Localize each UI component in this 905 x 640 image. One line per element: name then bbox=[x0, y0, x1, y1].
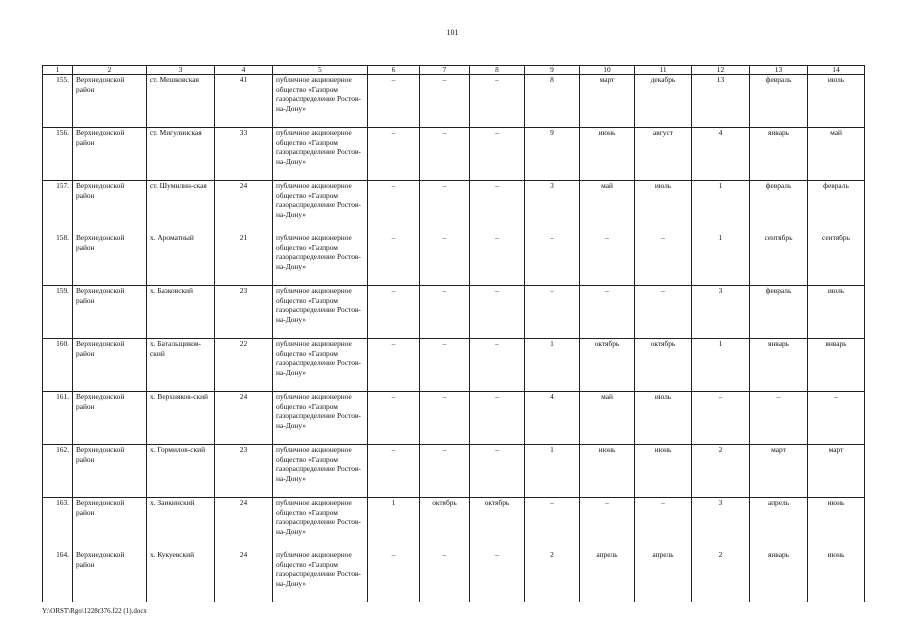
cell-col14: март bbox=[808, 445, 865, 498]
column-header: 11 bbox=[635, 66, 692, 75]
cell-col12: 1 bbox=[692, 233, 750, 286]
district-cell: Верхнедонской район bbox=[73, 233, 147, 286]
column-header: 13 bbox=[750, 66, 808, 75]
cell-col8: – bbox=[470, 75, 525, 128]
row-number: 158. bbox=[43, 233, 73, 286]
cell-col6: – bbox=[368, 392, 420, 445]
column-header: 9 bbox=[525, 66, 580, 75]
table-row bbox=[43, 498, 865, 551]
cell-col9: – bbox=[525, 498, 580, 551]
cell-col14: июль bbox=[808, 75, 865, 128]
column-header: 5 bbox=[273, 66, 368, 75]
table-row bbox=[43, 128, 865, 181]
cell-col13: февраль bbox=[750, 286, 808, 339]
row-number: 156. bbox=[43, 128, 73, 181]
locality-cell: х. Гормилов-ский bbox=[147, 445, 215, 498]
cell-col6: – bbox=[368, 75, 420, 128]
owner-cell: публичное акционерное общество «Газпром газораспределение Ростов-на-Дону» bbox=[273, 233, 368, 286]
cell-col7: – bbox=[420, 392, 470, 445]
cell-col11: июль bbox=[635, 181, 692, 234]
owner-cell: публичное акционерное общество «Газпром газораспределение Ростов-на-Дону» bbox=[273, 550, 368, 602]
cell-col13: – bbox=[750, 392, 808, 445]
column-header: 8 bbox=[470, 66, 525, 75]
cell-col10: – bbox=[580, 286, 635, 339]
cell-col7: – bbox=[420, 181, 470, 234]
cell-col6: – bbox=[368, 181, 420, 234]
cell-col8: – bbox=[470, 445, 525, 498]
cell-col14: – bbox=[808, 392, 865, 445]
district-cell: Верхнедонской район bbox=[73, 286, 147, 339]
cell-col10: май bbox=[580, 392, 635, 445]
table-row bbox=[43, 550, 865, 602]
cell-col9: 1 bbox=[525, 339, 580, 392]
cell-col12: 3 bbox=[692, 498, 750, 551]
cell-col13: март bbox=[750, 445, 808, 498]
table-row bbox=[43, 339, 865, 392]
document-file-path: Y:\ORST\Rgo\1228r376.f22 (1).docx bbox=[42, 607, 147, 615]
count-cell: 24 bbox=[215, 392, 273, 445]
owner-cell: публичное акционерное общество «Газпром газораспределение Ростов-на-Дону» bbox=[273, 286, 368, 339]
column-header: 10 bbox=[580, 66, 635, 75]
district-cell: Верхнедонской район bbox=[73, 498, 147, 551]
cell-col9: – bbox=[525, 286, 580, 339]
cell-col14: сентябрь bbox=[808, 233, 865, 286]
cell-col13: сентябрь bbox=[750, 233, 808, 286]
cell-col10: апрель bbox=[580, 550, 635, 602]
cell-col7: – bbox=[420, 550, 470, 602]
locality-cell: х. Заикинский bbox=[147, 498, 215, 551]
cell-col10: март bbox=[580, 75, 635, 128]
owner-cell: публичное акционерное общество «Газпром газораспределение Ростов-на-Дону» bbox=[273, 498, 368, 551]
column-header: 14 bbox=[808, 66, 865, 75]
row-number: 163. bbox=[43, 498, 73, 551]
cell-col10: октябрь bbox=[580, 339, 635, 392]
cell-col11: июнь bbox=[635, 445, 692, 498]
district-cell: Верхнедонской район bbox=[73, 128, 147, 181]
cell-col8: октябрь bbox=[470, 498, 525, 551]
cell-col6: 1 bbox=[368, 498, 420, 551]
page-number: 101 bbox=[446, 28, 459, 37]
count-cell: 23 bbox=[215, 286, 273, 339]
district-cell: Верхнедонской район bbox=[73, 550, 147, 602]
cell-col9: 4 bbox=[525, 392, 580, 445]
column-header: 4 bbox=[215, 66, 273, 75]
cell-col7: – bbox=[420, 128, 470, 181]
cell-col8: – bbox=[470, 286, 525, 339]
table-body bbox=[43, 75, 865, 603]
cell-col11: – bbox=[635, 233, 692, 286]
cell-col14: февраль bbox=[808, 181, 865, 234]
owner-cell: публичное акционерное общество «Газпром газораспределение Ростов-на-Дону» bbox=[273, 75, 368, 128]
cell-col6: – bbox=[368, 286, 420, 339]
cell-col7: – bbox=[420, 286, 470, 339]
cell-col8: – bbox=[470, 339, 525, 392]
row-number: 162. bbox=[43, 445, 73, 498]
count-cell: 21 bbox=[215, 233, 273, 286]
cell-col7: – bbox=[420, 445, 470, 498]
cell-col14: май bbox=[808, 128, 865, 181]
locality-cell: х. Верхняков-ский bbox=[147, 392, 215, 445]
cell-col9: 9 bbox=[525, 128, 580, 181]
row-number: 155. bbox=[43, 75, 73, 128]
count-cell: 33 bbox=[215, 128, 273, 181]
cell-col7: – bbox=[420, 75, 470, 128]
cell-col13: январь bbox=[750, 550, 808, 602]
cell-col12: 13 bbox=[692, 75, 750, 128]
district-cell: Верхнедонской район bbox=[73, 75, 147, 128]
cell-col12: – bbox=[692, 392, 750, 445]
cell-col11: декабрь bbox=[635, 75, 692, 128]
cell-col10: июнь bbox=[580, 128, 635, 181]
district-cell: Верхнедонской район bbox=[73, 392, 147, 445]
locality-cell: ст. Мешковская bbox=[147, 75, 215, 128]
column-header: 6 bbox=[368, 66, 420, 75]
column-header: 3 bbox=[147, 66, 215, 75]
table-row bbox=[43, 445, 865, 498]
cell-col7: – bbox=[420, 339, 470, 392]
cell-col6: – bbox=[368, 233, 420, 286]
cell-col8: – bbox=[470, 181, 525, 234]
cell-col14: июнь bbox=[808, 498, 865, 551]
locality-cell: ст. Мигулинская bbox=[147, 128, 215, 181]
cell-col12: 2 bbox=[692, 445, 750, 498]
cell-col13: январь bbox=[750, 128, 808, 181]
cell-col9: 3 bbox=[525, 181, 580, 234]
cell-col6: – bbox=[368, 445, 420, 498]
cell-col10: – bbox=[580, 233, 635, 286]
cell-col7: – bbox=[420, 233, 470, 286]
gasification-schedule-table bbox=[42, 65, 865, 602]
column-header: 2 bbox=[73, 66, 147, 75]
count-cell: 22 bbox=[215, 339, 273, 392]
row-number: 160. bbox=[43, 339, 73, 392]
cell-col11: – bbox=[635, 498, 692, 551]
table-row bbox=[43, 392, 865, 445]
cell-col13: апрель bbox=[750, 498, 808, 551]
row-number: 157. bbox=[43, 181, 73, 234]
cell-col11: апрель bbox=[635, 550, 692, 602]
cell-col8: – bbox=[470, 128, 525, 181]
locality-cell: х. Базковский bbox=[147, 286, 215, 339]
count-cell: 41 bbox=[215, 75, 273, 128]
locality-cell: х. Батальщиков-ский bbox=[147, 339, 215, 392]
cell-col6: – bbox=[368, 339, 420, 392]
table-row bbox=[43, 181, 865, 234]
table-row bbox=[43, 233, 865, 286]
column-header: 7 bbox=[420, 66, 470, 75]
count-cell: 23 bbox=[215, 445, 273, 498]
count-cell: 24 bbox=[215, 498, 273, 551]
cell-col12: 2 bbox=[692, 550, 750, 602]
cell-col14: январь bbox=[808, 339, 865, 392]
locality-cell: х. Кукуевский bbox=[147, 550, 215, 602]
district-cell: Верхнедонской район bbox=[73, 181, 147, 234]
cell-col9: 8 bbox=[525, 75, 580, 128]
owner-cell: публичное акционерное общество «Газпром газораспределение Ростов-на-Дону» bbox=[273, 445, 368, 498]
cell-col13: февраль bbox=[750, 181, 808, 234]
cell-col11: – bbox=[635, 286, 692, 339]
cell-col10: май bbox=[580, 181, 635, 234]
cell-col8: – bbox=[470, 233, 525, 286]
row-number: 159. bbox=[43, 286, 73, 339]
cell-col9: 2 bbox=[525, 550, 580, 602]
cell-col11: июль bbox=[635, 392, 692, 445]
row-number: 161. bbox=[43, 392, 73, 445]
owner-cell: публичное акционерное общество «Газпром газораспределение Ростов-на-Дону» bbox=[273, 128, 368, 181]
cell-col12: 1 bbox=[692, 181, 750, 234]
cell-col14: июнь bbox=[808, 550, 865, 602]
cell-col6: – bbox=[368, 128, 420, 181]
owner-cell: публичное акционерное общество «Газпром газораспределение Ростов-на-Дону» bbox=[273, 181, 368, 234]
owner-cell: публичное акционерное общество «Газпром газораспределение Ростов-на-Дону» bbox=[273, 339, 368, 392]
cell-col12: 3 bbox=[692, 286, 750, 339]
cell-col7: октябрь bbox=[420, 498, 470, 551]
table-row bbox=[43, 286, 865, 339]
table-row bbox=[43, 75, 865, 128]
cell-col8: – bbox=[470, 550, 525, 602]
cell-col8: – bbox=[470, 392, 525, 445]
district-cell: Верхнедонской район bbox=[73, 445, 147, 498]
cell-col12: 4 bbox=[692, 128, 750, 181]
owner-cell: публичное акционерное общество «Газпром газораспределение Ростов-на-Дону» bbox=[273, 392, 368, 445]
count-cell: 24 bbox=[215, 181, 273, 234]
row-number: 164. bbox=[43, 550, 73, 602]
column-header: 12 bbox=[692, 66, 750, 75]
cell-col9: – bbox=[525, 233, 580, 286]
cell-col10: – bbox=[580, 498, 635, 551]
cell-col13: январь bbox=[750, 339, 808, 392]
cell-col13: февраль bbox=[750, 75, 808, 128]
district-cell: Верхнедонской район bbox=[73, 339, 147, 392]
count-cell: 24 bbox=[215, 550, 273, 602]
column-header: 1 bbox=[43, 66, 73, 75]
locality-cell: х. Ароматный bbox=[147, 233, 215, 286]
cell-col11: август bbox=[635, 128, 692, 181]
locality-cell: ст. Шумилин-ская bbox=[147, 181, 215, 234]
cell-col12: 1 bbox=[692, 339, 750, 392]
cell-col10: июнь bbox=[580, 445, 635, 498]
cell-col6: – bbox=[368, 550, 420, 602]
cell-col9: 1 bbox=[525, 445, 580, 498]
cell-col14: июль bbox=[808, 286, 865, 339]
column-number-row bbox=[43, 66, 865, 75]
cell-col11: октябрь bbox=[635, 339, 692, 392]
